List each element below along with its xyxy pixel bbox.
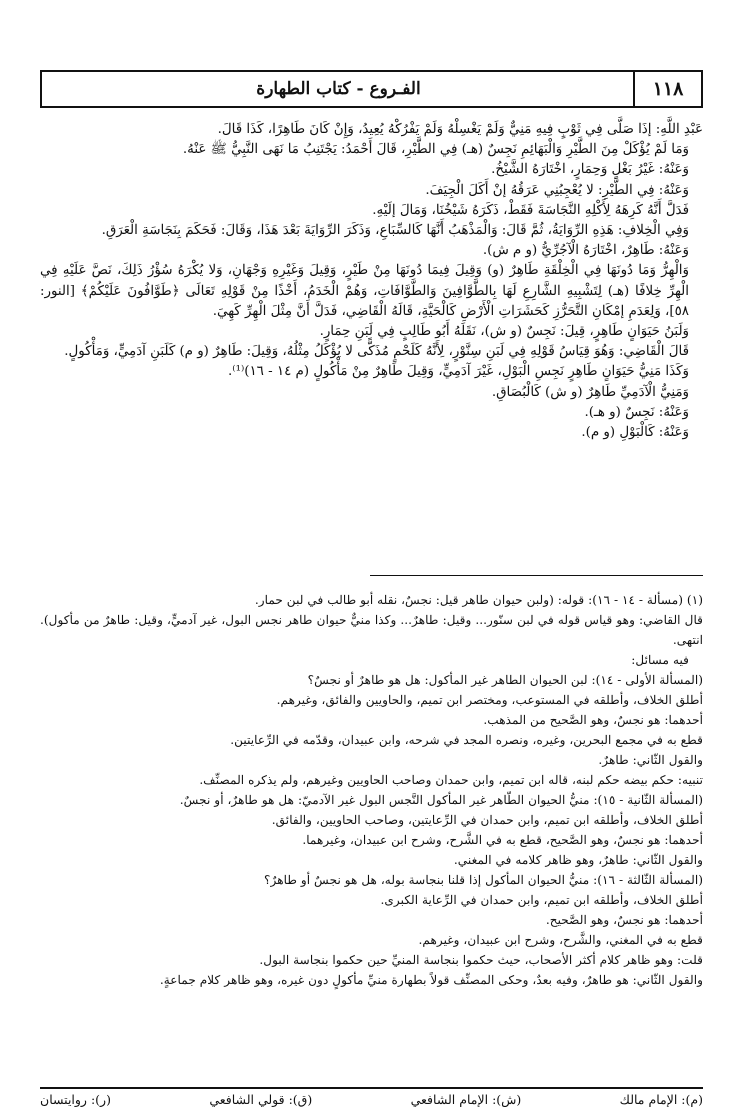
- text-paragraph: وَعَنْهُ: طَاهِرٌ، اخْتَارَهُ الْآجُرِّيُّ (و م ش).: [482, 243, 689, 259]
- footnote-line: (المسألة الثّانية - ١٥): منيُّ الحيوان الطّاهر غير المأكول النَّجس البول غير الآدميّ: هل هو طاهرٌ، أو نجسٌ.: [179, 793, 703, 807]
- footnote-line: قلت: وهو ظاهر كلام أكثر الأصحاب، حيث حكموا بنجاسة المنيِّ حين حكموا بنجاسة البول.: [259, 953, 703, 967]
- text-paragraph: وَعَنْهُ: فِي الطَّيْرِ: لا يُعْجِبُنِي عَرَقُهُ إنْ أَكَلَ الْجِيَفَ.: [425, 182, 689, 198]
- text-paragraph: وَالْهِرُّ وَمَا دُونَهَا فِي الْخِلْقَةِ طَاهِرٌ (و) وَقِيلَ فِيمَا دُونَهَا مِنْ طَيْرٍ، وَقِيلَ وَغَيْرِهِ وَجْهَانِ، وَلا يُكْرَهُ سُؤْرُ ذَلِكَ، نَصَّ عَلَيْهِ فِي الْهِرِّ خِلافًا (هـ) لِتَشْبِيهِ الشَّارِعِ لَهَا بِالطَّوَّافِينَ وَالطَّوَّافَاتِ، وَهُمْ الْخَدَمُ، أَخْذًا مِنْ قَوْلِهِ تَعَالَى ﴿طَوَّافُونَ عَلَيْكُمْ﴾ [النور: ٥٨]، وَلِعَدَمِ إمْكَانِ التَّحَرُّزِ كَحَشَرَاتِ الْأَرْضِ كَالْحَيَّةِ، قَالَهُ الْقَاضِي، فَدَلَّ أَنَّ مِثْلَ الْهِرِّ كَهِيَ.: [40, 263, 689, 319]
- text-paragraph: وَعَنْهُ: نَجِسٌ (و هـ).: [584, 404, 689, 420]
- footnote-line: (المسألة الأولى - ١٤): لبن الحيوان الطاهر غير المأكول: هل هو طاهرٌ أو نجسٌ؟: [307, 673, 703, 687]
- footnote-separator: [370, 575, 703, 576]
- text-paragraph: وَمَنِيُّ الْآدَمِيِّ طَاهِرٌ (و ش) كَالْبُصَاقِ.: [491, 384, 689, 400]
- footnote-line: أحدهما: هو نجسٌ، وهو الصَّحيح من المذهب.: [483, 713, 703, 727]
- footnote-line: أحدهما: هو نجسٌ، وهو الصَّحيح.: [545, 913, 703, 927]
- text-paragraph: وَكَذَا مَنِيُّ حَيَوَانٍ طَاهِرٍ نَجِسِ الْبَوْلِ، غَيْرَ آدَمِيٍّ، وَقِيلَ طَاهِرٌ مِنْ مَأْكُولٍ (م ١٤ - ١٦)⁽¹⁾.: [228, 364, 689, 380]
- footnote-line: أطلق الخلاف، وأطلقه ابن تميم، وابن حمدان في الرِّعاية الكبرى.: [380, 893, 703, 907]
- running-title: الفـروع - كتاب الطهارة: [256, 79, 421, 99]
- footer-rule: [40, 1087, 703, 1089]
- legend-shafii-two-opinions: (ق): قولي الشافعي: [209, 1092, 313, 1107]
- footnote-line: (١) (مسألة - ١٤ - ١٦): قوله: (ولبن حيوان طاهر قيل: نجسٌ، نقله أبو طالب في لبن حمار.: [254, 593, 703, 607]
- page-header: [40, 70, 703, 108]
- footer-legend: [40, 1092, 703, 1107]
- legend-shafii: (ش): الإمام الشافعي: [410, 1092, 522, 1107]
- footnotes: [40, 590, 703, 990]
- page-number: ١١٨: [633, 72, 701, 106]
- footnote-line: قطع به في مجمع البحرين، وغيره، ونصره المجد في شرحه، وابن عبيدان، وقدّمه في الرِّعايتين.: [230, 733, 703, 747]
- footnote-line: (المسألة الثّالثة - ١٦): منيُّ الحيوان المأكول إذا قلنا بنجاسة بوله، هل هو نجسٌ أو طاهرٌ؟: [264, 873, 703, 887]
- footnote-line: والقول الثّاني: طاهرٌ.: [598, 753, 703, 767]
- footnote-line: أطلق الخلاف، وأطلقه ابن تميم، وابن حمدان في الرِّعايتين، وصاحب الحاويين، والفائق.: [271, 813, 703, 827]
- text-paragraph: وَعَنْهُ: كَالْبَوْلِ (و م).: [581, 425, 689, 441]
- footnote-line: أطلق الخلاف، وأطلقه في المستوعب، ومختصر ابن تميم، والحاويين والفائق، وغيرهم.: [276, 693, 703, 707]
- text-paragraph: فَدَلَّ أَنَّهُ كَرِهَهُ لِأَكْلِهِ النَّجَاسَةَ فَقَطْ، ذَكَرَهُ شَيْخُنَا، وَمَالَ إلَيْهِ.: [372, 202, 689, 218]
- text-paragraph: وَلَبَنُ حَيَوَانٍ طَاهِرٍ، قِيلَ: نَجِسٌ (و ش)، نَقَلَهُ أَبُو طَالِبٍ فِي لَبَنِ حِمَارٍ.: [319, 324, 689, 340]
- footnote-line: والقول الثّاني: هو طاهرٌ، وفيه بعدٌ، وحكى المصنِّف قولاً بطهارة منيِّ مأكولٍ دون غيره، وهو ظاهر كلام جماعةٍ.: [159, 973, 703, 987]
- text-paragraph: وَعَنْهُ: غَيْرُ بَغْلٍ وَحِمَارٍ، اخْتَارَهُ الشَّيْخُ.: [491, 162, 689, 178]
- footnote-line: تنبيه: حكم بيضه حكم لبنه، قاله ابن تميم، وابن حمدان وصاحب الحاويين وغيرهم، ولم يذكره المصنِّف.: [199, 773, 703, 787]
- legend-two-narrations: (ر): روايتسان: [40, 1092, 111, 1107]
- main-text: [40, 120, 703, 443]
- book-page: [40, 70, 705, 1107]
- footnote-line: فيه مسائل:: [631, 653, 689, 667]
- footnote-line: أحدهما: هو نجسٌ، وهو الصَّحيح، قطع به في الشَّرح، وشرح ابن عبيدان، وغيرهما.: [302, 833, 703, 847]
- text-paragraph: عَبْدِ اللَّهِ: إذَا صَلَّى فِي ثَوْبٍ فِيهِ مَنِيٌّ وَلَمْ يَغْسِلْهُ وَلَمْ يَفْرُكْهُ يُعِيدُ، وَإِنْ كَانَ طَاهِرًا، كَذَا قَالَ.: [217, 122, 703, 137]
- footnote-line: قطع به في المغني، والشَّرح، وشرح ابن عبيدان، وغيرهم.: [418, 933, 703, 947]
- footnote-line: والقول الثّاني: طاهرٌ، وهو ظاهر كلامه في المغني.: [453, 853, 703, 867]
- text-paragraph: وَفِي الْخِلافِ: هَذِهِ الرِّوَايَةُ، ثُمَّ قَالَ: وَالْمَذْهَبُ أَنَّهَا كَالسِّبَاعِ، وَذَكَرَ الرِّوَايَةَ بَعْدَ هَذَا، وَقَالَ: فَحَكَمَ بِنَجَاسَةِ الْعَرَقِ.: [101, 223, 689, 239]
- text-paragraph: وَمَا لَمْ يُؤْكَلْ مِنَ الطَّيْرِ وَالْبَهَائِمِ نَجِسٌ (هـ) فِي الطَّيْرِ، قَالَ أَحْمَدُ: يَجْتَنِبُ مَا نَهَى النَّبِيُّ ﷺ عَنْهُ.: [182, 142, 689, 158]
- footnote-line: قال القاضي: وهو قياس قوله في لبن سنّور... وقيل: طاهرٌ... وكذا منيٌّ حيوان طاهر نجس البول، غير آدميٍّ، وقيل: طاهرٌ من مأكول). انتهى.: [40, 613, 703, 647]
- text-paragraph: قَالَ الْقَاضِي: وَهُوَ قِيَاسُ قَوْلِهِ فِي لَبَنِ سِنَّوْرٍ، لِأَنَّهُ كَلَحْمٍ مُذَكًّى لا يُؤْكَلُ مِثْلُهُ، وَقِيلَ: طَاهِرٌ (و م) كَلَبَنِ آدَمِيٍّ، وَمَأْكُولٍ.: [64, 344, 689, 360]
- legend-malik: (م): الإمام مالك: [619, 1092, 703, 1107]
